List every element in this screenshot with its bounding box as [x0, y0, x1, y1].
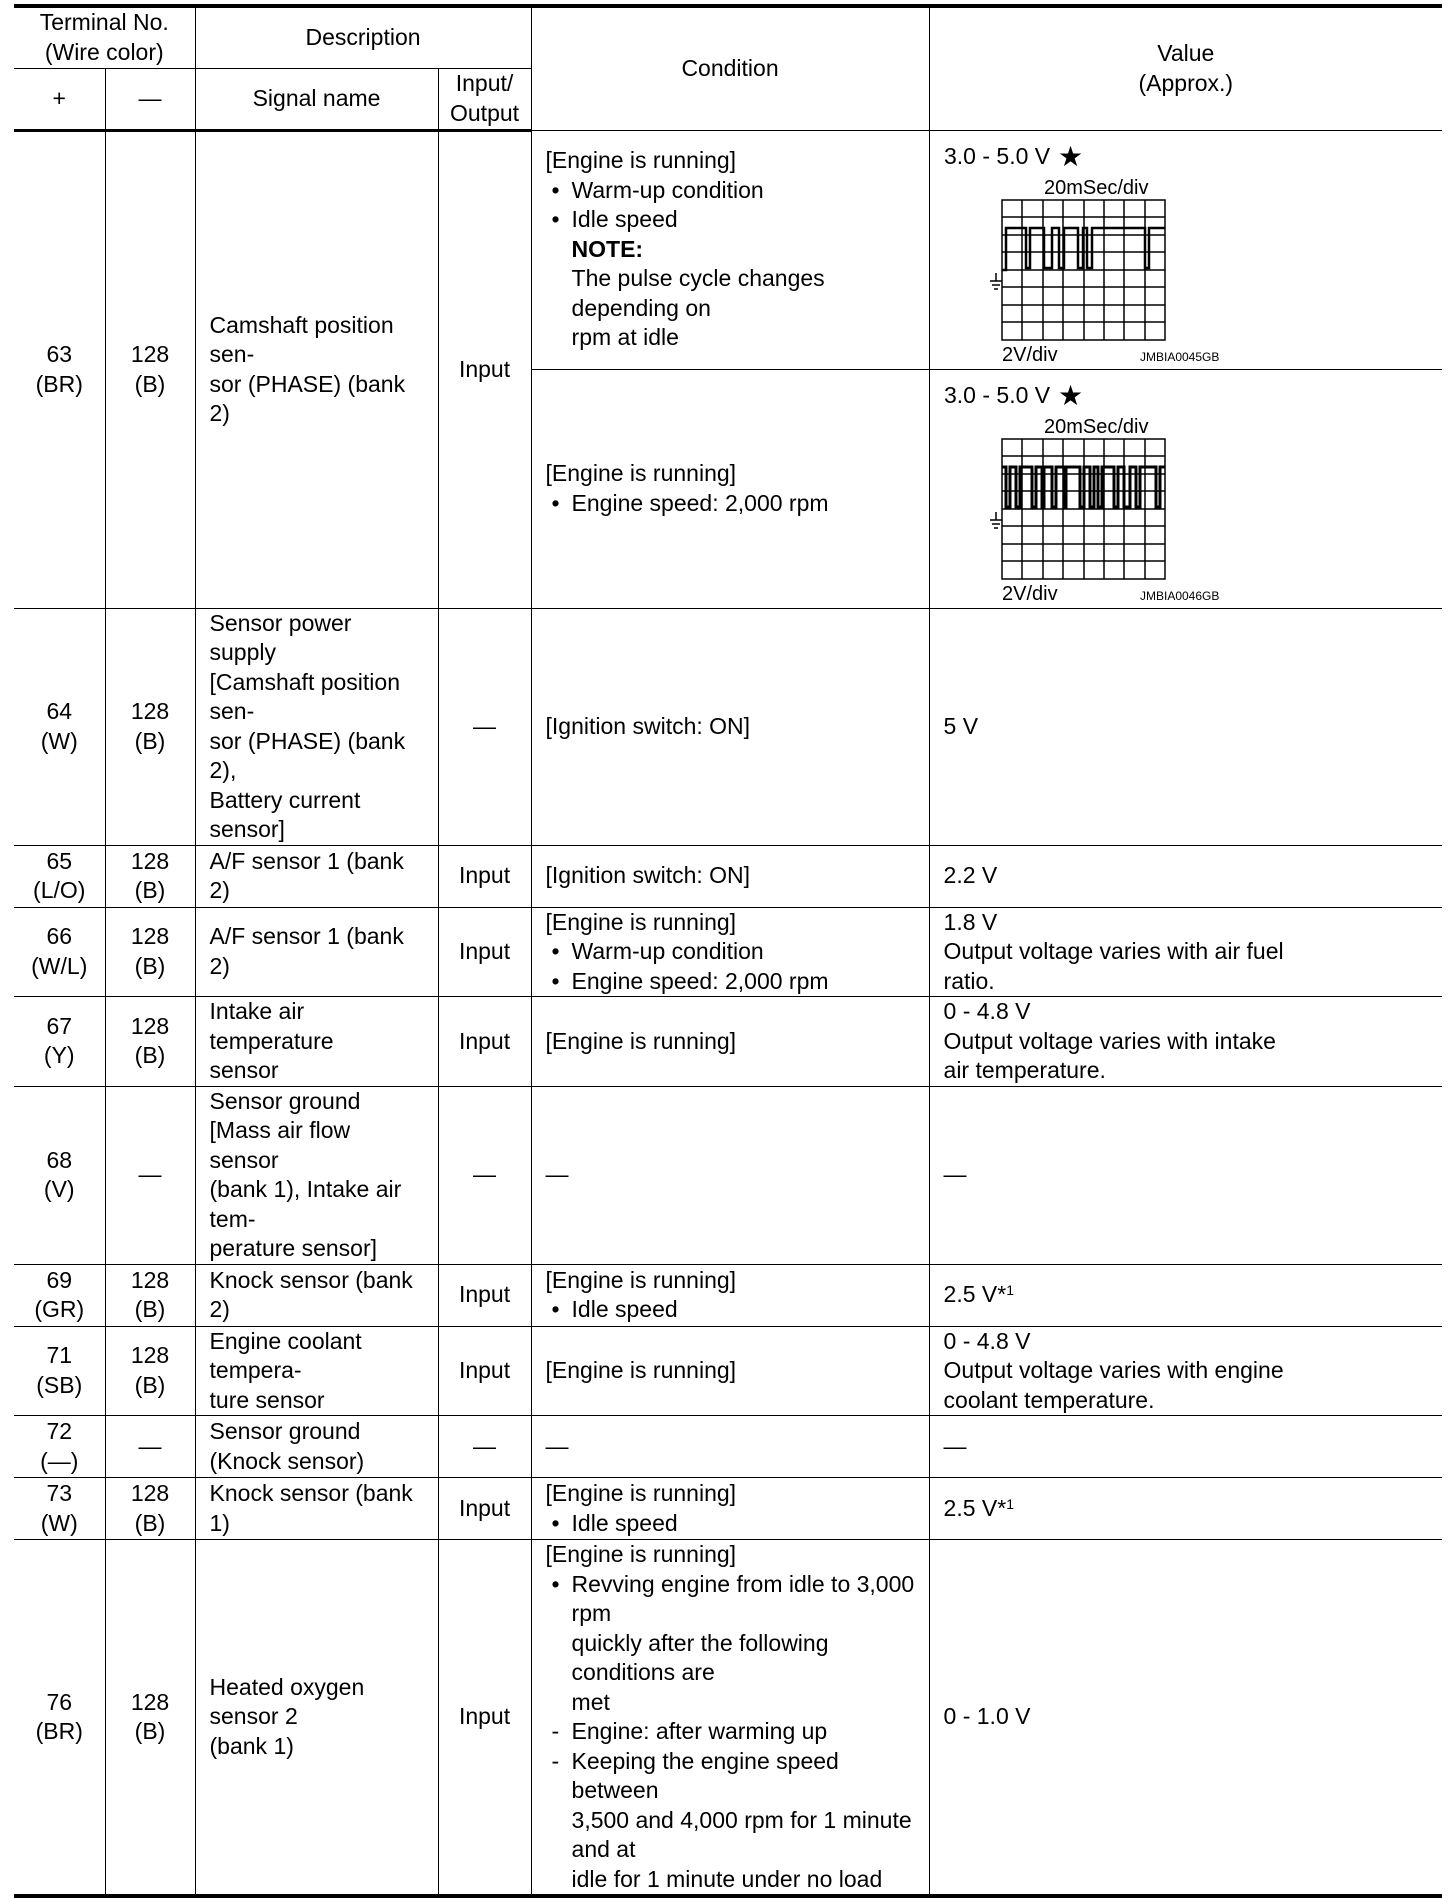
value-with-waveform [929, 130, 1442, 369]
terminal-table [14, 4, 1442, 1898]
signal-name: Knock sensor (bank 1) [195, 1478, 438, 1540]
star-icon: ★ [1057, 140, 1083, 172]
scope-volt-div: 2V/div [1001, 582, 1058, 605]
scope-grid [1002, 200, 1165, 340]
footnote-ref: 1 [1006, 1495, 1014, 1512]
scope-grid [1002, 439, 1165, 579]
io-type: Input [438, 1326, 531, 1416]
figure-code: JMBIA0046GB [1139, 588, 1219, 603]
terminal-minus: 128 (B) [105, 1326, 195, 1416]
signal-name: A/F sensor 1 (bank 2) [195, 845, 438, 907]
io-type: — [438, 1086, 531, 1264]
table-row [14, 1264, 1442, 1326]
terminal-plus: 64 (W) [14, 608, 105, 845]
waveform-trace [1002, 467, 1165, 507]
terminal-minus: 128 (B) [105, 997, 195, 1087]
table-row [14, 1478, 1442, 1540]
table-row [14, 608, 1442, 845]
signal-name: Sensor ground (Knock sensor) [195, 1416, 438, 1478]
table-row [14, 1416, 1442, 1478]
condition: [Ignition switch: ON] [531, 845, 929, 907]
value-header: Value (Approx.) [929, 6, 1442, 130]
terminal-minus: 128 (B) [105, 608, 195, 845]
plus-header: + [14, 68, 105, 130]
terminal-plus: 63 (BR) [14, 130, 105, 608]
description-header: Description [195, 6, 531, 68]
condition: [Ignition switch: ON] [531, 608, 929, 845]
io-header: Input/ Output [438, 68, 531, 130]
terminal-plus: 65 (L/O) [14, 845, 105, 907]
io-type: Input [438, 845, 531, 907]
condition: — [531, 1086, 929, 1264]
signal-name: Camshaft position sen- sor (PHASE) (bank 2) [195, 130, 438, 608]
signal-name: Intake air temperature sensor [195, 997, 438, 1087]
terminal-plus: 68 (V) [14, 1086, 105, 1264]
terminal-minus: — [105, 1416, 195, 1478]
terminal-plus: 72 (—) [14, 1416, 105, 1478]
io-type: Input [438, 997, 531, 1087]
value: 2.2 V [929, 845, 1442, 907]
signal-name: Sensor power supply [Camshaft position sen- sor (PHASE) (bank 2), Battery current sensor] [195, 608, 438, 845]
terminal-plus: 71 (SB) [14, 1326, 105, 1416]
waveform-graphic [944, 131, 1244, 369]
terminal-plus: 66 (W/L) [14, 907, 105, 997]
condition: [Engine is running] • Warm-up condition • Engine speed: 2,000 rpm [531, 907, 929, 997]
signal-name: Heated oxygen sensor 2 (bank 1) [195, 1540, 438, 1897]
footnote-ref: 1 [1006, 1282, 1014, 1299]
value-with-waveform [929, 369, 1442, 608]
terminal-plus: 69 (GR) [14, 1264, 105, 1326]
terminal-plus: 76 (BR) [14, 1540, 105, 1897]
table-row [14, 1540, 1442, 1897]
value: 0 - 4.8 V Output voltage varies with intake air temperature. [929, 997, 1442, 1087]
terminal-minus: 128 (B) [105, 1478, 195, 1540]
table-row [14, 130, 1442, 369]
scope-volt-div: 2V/div [1001, 343, 1058, 366]
terminal-minus: 128 (B) [105, 1540, 195, 1897]
value: 2.5 V*$^1$ [929, 1478, 1442, 1540]
star-icon: ★ [1057, 379, 1083, 411]
terminal-minus: 128 (B) [105, 1264, 195, 1326]
terminal-minus: 128 (B) [105, 130, 195, 608]
condition: [Engine is running] • Idle speed [531, 1478, 929, 1540]
terminal-minus: — [105, 1086, 195, 1264]
scope-voltage: 3.0 - 5.0 V [943, 142, 1050, 169]
signal-name-header: Signal name [195, 68, 438, 130]
io-type: — [438, 608, 531, 845]
minus-header: — [105, 68, 195, 130]
condition: [Engine is running] • Warm-up condition • Idle speed NOTE: The pulse cycle changes depending on rpm at idle [531, 130, 929, 369]
condition: [Engine is running] • Engine speed: 2,000 rpm [531, 369, 929, 608]
table-row [14, 845, 1442, 907]
table-row [14, 907, 1442, 997]
io-type: Input [438, 1264, 531, 1326]
value: 1.8 V Output voltage varies with air fuel ratio. [929, 907, 1442, 997]
ground-symbol [990, 512, 1002, 528]
value: 2.5 V*$^1$ [929, 1264, 1442, 1326]
condition: [Engine is running] [531, 1326, 929, 1416]
value: 0 - 1.0 V [929, 1540, 1442, 1897]
condition: [Engine is running] • Revving engine from idle to 3,000 rpm quickly after the following conditions are met - Engine: after warming up - Keeping the engine speed between 3,500 and 4,000 rpm for 1 minute and at idle for 1 minute under no load [531, 1540, 929, 1897]
waveform-graphic [944, 370, 1244, 608]
io-type: Input [438, 907, 531, 997]
io-type: Input [438, 130, 531, 608]
table-row [14, 997, 1442, 1087]
terminal-table-container [14, 4, 1442, 1898]
condition: [Engine is running] • Idle speed [531, 1264, 929, 1326]
io-type: — [438, 1416, 531, 1478]
terminal-minus: 128 (B) [105, 907, 195, 997]
condition-header: Condition [531, 6, 929, 130]
value: — [929, 1416, 1442, 1478]
terminal-minus: 128 (B) [105, 845, 195, 907]
condition: [Engine is running] [531, 997, 929, 1087]
scope-time-div: 20mSec/div [1043, 415, 1149, 438]
terminal-plus: 73 (W) [14, 1478, 105, 1540]
figure-code: JMBIA0045GB [1139, 349, 1219, 364]
io-type: Input [438, 1478, 531, 1540]
table-row [14, 1326, 1442, 1416]
scope-voltage: 3.0 - 5.0 V [943, 381, 1050, 408]
oscilloscope-waveform [944, 131, 1244, 369]
terminal-header: Terminal No. (Wire color) [14, 6, 195, 68]
ground-symbol [990, 273, 1002, 289]
signal-name: Knock sensor (bank 2) [195, 1264, 438, 1326]
terminal-plus: 67 (Y) [14, 997, 105, 1087]
io-type: Input [438, 1540, 531, 1897]
value: — [929, 1086, 1442, 1264]
signal-name: A/F sensor 1 (bank 2) [195, 907, 438, 997]
scope-time-div: 20mSec/div [1043, 176, 1149, 199]
condition: — [531, 1416, 929, 1478]
value: 5 V [929, 608, 1442, 845]
signal-name: Sensor ground [Mass air flow sensor (bank 1), Intake air tem- perature sensor] [195, 1086, 438, 1264]
oscilloscope-waveform [944, 370, 1244, 608]
signal-name: Engine coolant tempera- ture sensor [195, 1326, 438, 1416]
table-row [14, 1086, 1442, 1264]
value: 0 - 4.8 V Output voltage varies with engine coolant temperature. [929, 1326, 1442, 1416]
